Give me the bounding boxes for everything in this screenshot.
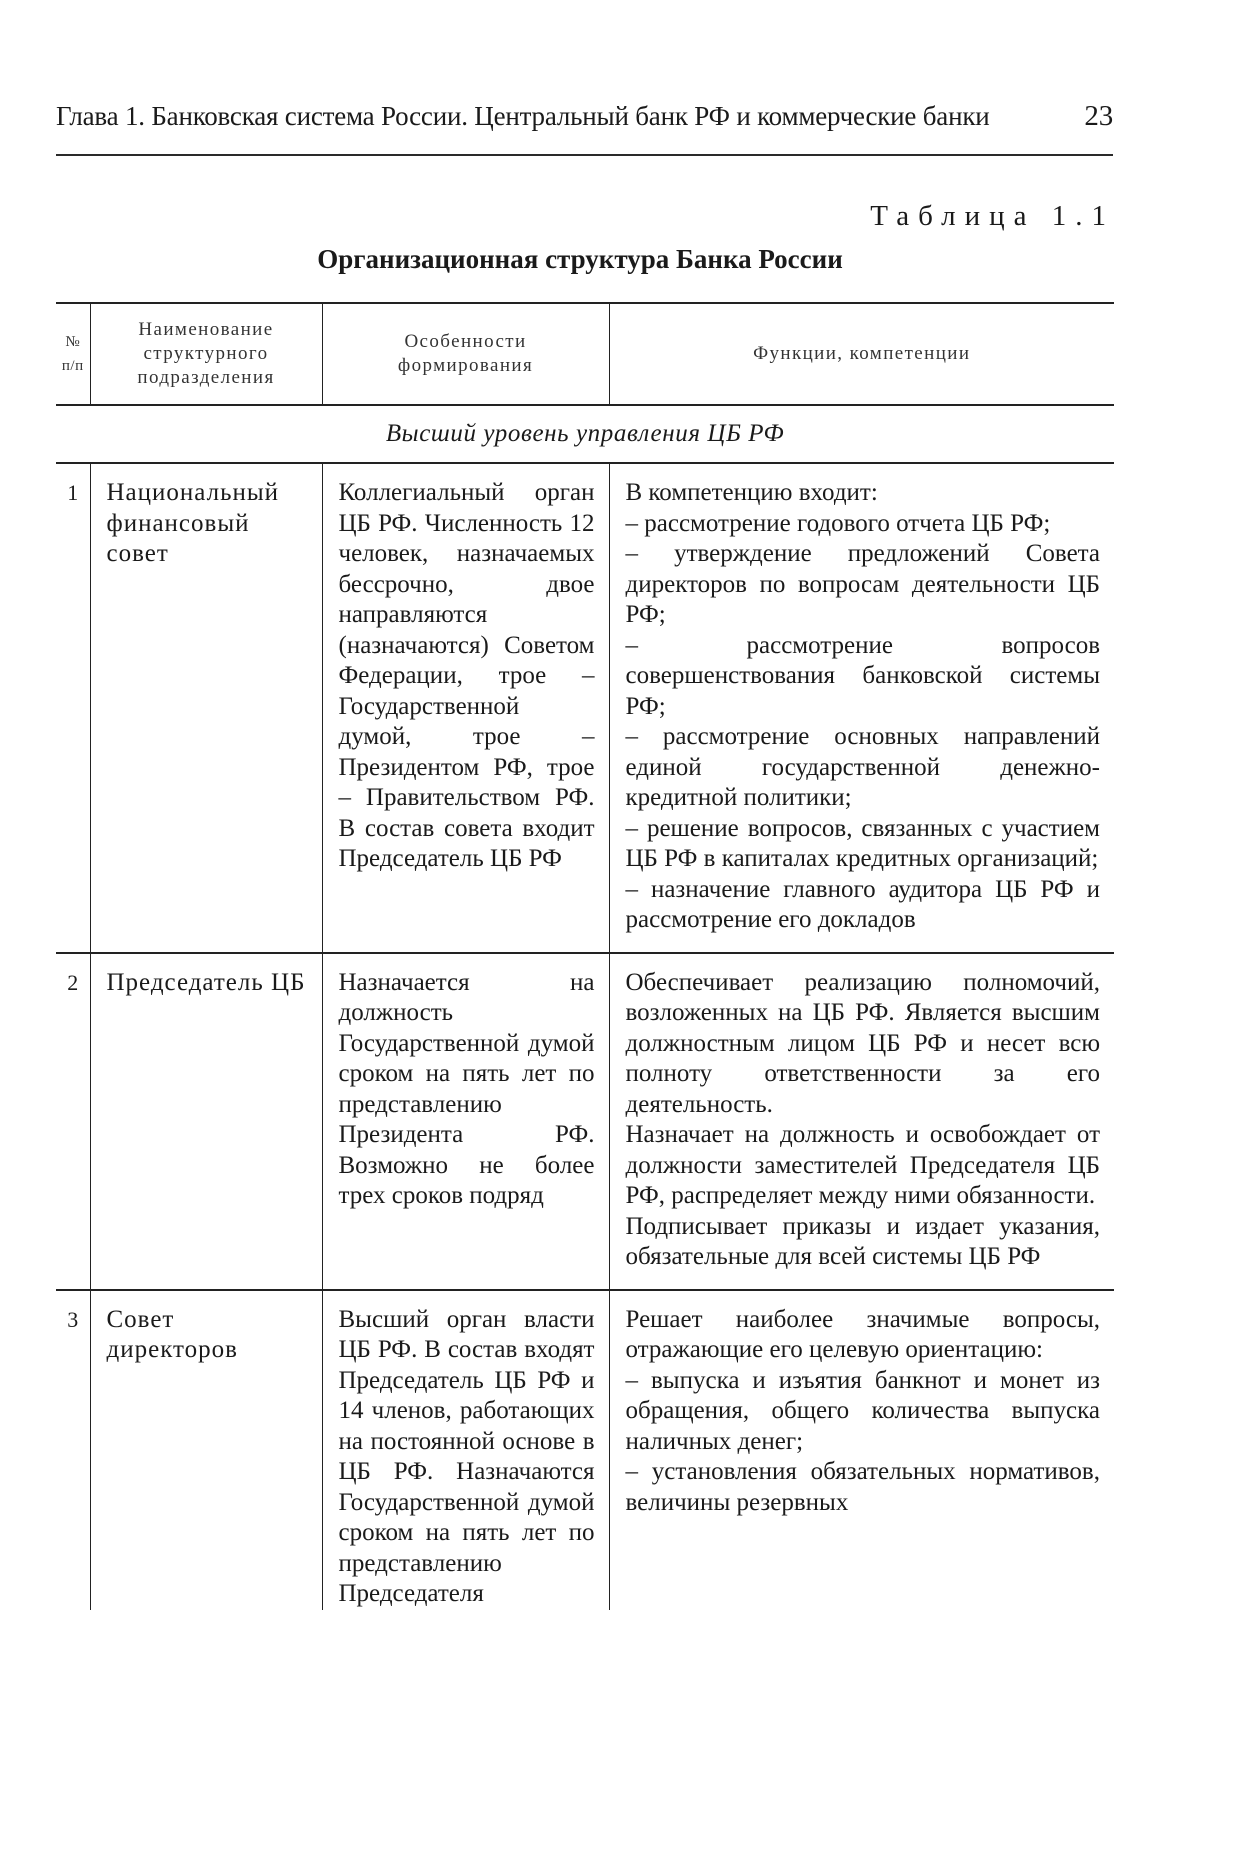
function-line: – рассмотрение годового отчета ЦБ РФ; [625,509,1051,537]
row-number: 3 [67,1306,79,1332]
function-line: – утверждение предложений Совета директоров по вопросам деятельности ЦБ РФ; [625,540,1100,628]
running-head [56,100,1113,133]
org-structure-table [56,302,1114,1610]
table-row [56,463,1114,953]
header-rule [56,154,1113,156]
table-header-row [56,303,1114,405]
table-title: Организационная структура Банка России [317,244,843,274]
function-line: – установления обязательных нормативов, величины резервных [625,1458,1100,1516]
function-line: – решение вопросов, связанных с участием ЦБ РФ в капиталах кредитных организаций; [625,814,1100,872]
table-label: Таблица 1.1 [870,200,1115,232]
unit-name: Председатель ЦБ [90,953,322,1290]
function-line: – рассмотрение вопросов совершенствования банковской системы РФ; [625,631,1100,720]
formation-text: Коллегиальный орган ЦБ РФ. Численность 12 человек, назначаемых бессрочно, двое направляются (назначаются) Советом Федерации, трое – Государственной думой, трое – Президентом РФ, трое – Правительством РФ. В состав совета входит Председатель ЦБ РФ [322,463,609,953]
formation-text: Высший орган власти ЦБ РФ. В состав входят Председатель ЦБ РФ и 14 членов, работающих на постоянной основе в ЦБ РФ. Назначаются Государственной думой сроком на пять лет по представлению Председателя [322,1290,609,1610]
function-line: Решает наиболее значимые вопросы, отражающие его целевую ориентацию: [625,1305,1100,1363]
unit-name: Национальный финансовый совет [90,463,322,953]
section-title: Высший уровень управления ЦБ РФ [56,405,1114,463]
function-line: В компетенцию входит: [625,479,878,506]
row-number: 2 [56,953,90,1290]
function-paragraph: Подписывает приказы и издает указания, обязательные для всей системы ЦБ РФ [625,1212,1100,1270]
page-number: 23 [1084,100,1113,132]
col-header-number: № п/п [56,303,90,405]
function-line: – рассмотрение основных направлений единой государственной денежно-кредитной политики; [625,723,1100,811]
formation-text: Назначается на должность Государственной думой сроком на пять лет по представлению Президента РФ. Возможно не более трех сроков подряд [322,953,609,1290]
function-line: – выпуска и изъятия банкнот и монет из обращения, общего количества выпуска наличных денег; [625,1366,1100,1455]
unit-name: Совет директоров [90,1290,322,1610]
running-title: Глава 1. Банковская система России. Центральный банк РФ и коммерческие банки [56,101,990,131]
functions-cell [609,463,1114,953]
table-row [56,953,1114,1290]
functions-cell [609,1290,1114,1610]
col-header-formation: Особенности формирования [322,303,609,405]
functions-cell [609,953,1114,1290]
section-row [56,405,1114,463]
row-number: 1 [56,463,90,953]
table-row [56,1290,1114,1610]
function-paragraph: Назначает на должность и освобождает от должности заместителей Председателя ЦБ РФ, распределяет между ними обязанности. [625,1121,1100,1209]
col-header-functions: Функции, компетенции [609,303,1114,405]
function-paragraph: Обеспечивает реализацию полномочий, возложенных на ЦБ РФ. Является высшим должностным лицом ЦБ РФ и несет всю полноту ответственности за его деятельность. [625,968,1100,1118]
col-header-name: Наименование структурного подразделения [90,303,322,405]
function-line: – назначение главного аудитора ЦБ РФ и рассмотрение его докладов [625,875,1100,933]
